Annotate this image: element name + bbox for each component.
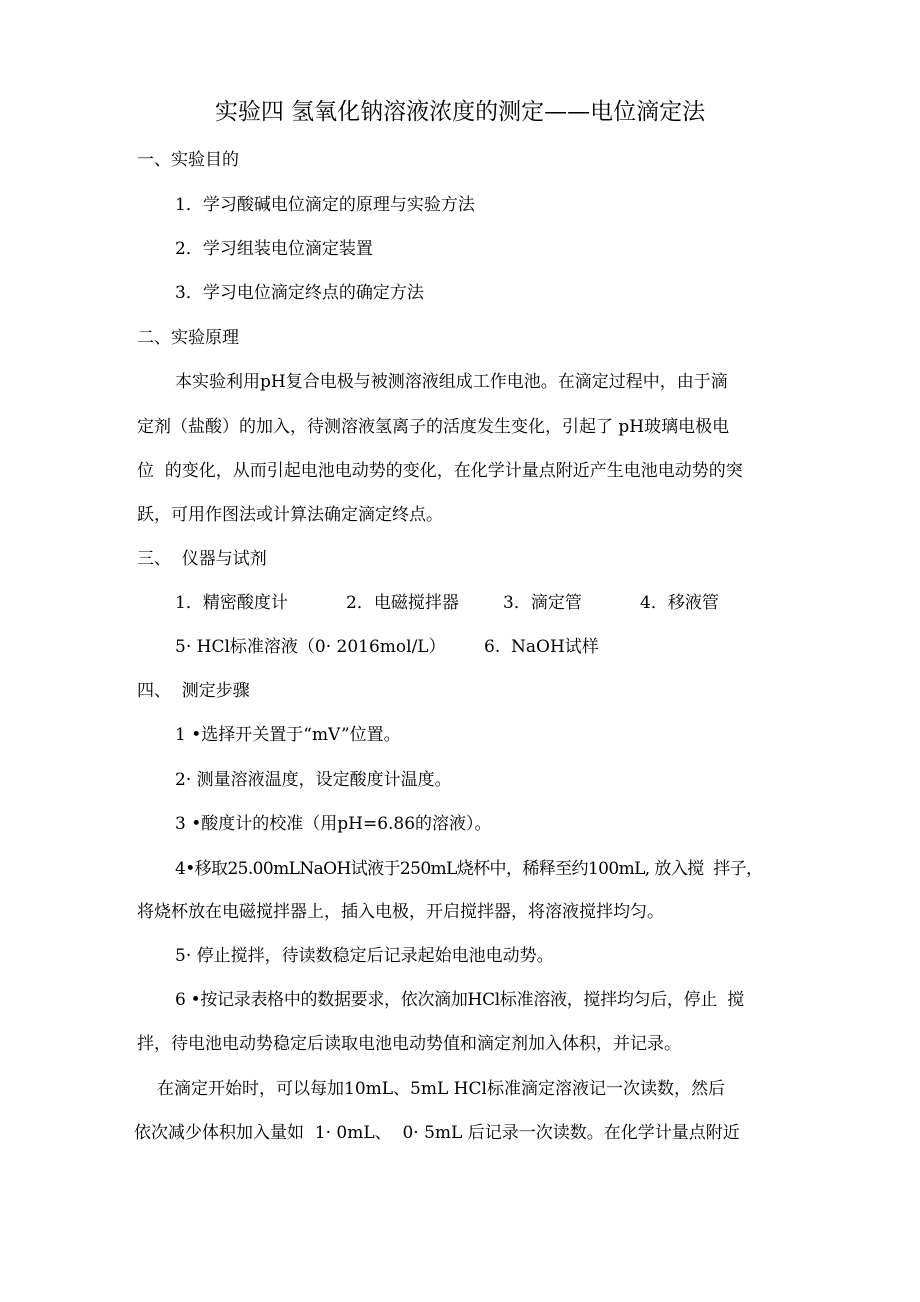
document-title: 实验四 氢氧化钠溶液浓度的测定——电位滴定法 xyxy=(214,99,706,125)
paragraph-line: 在滴定开始时，可以每加10mL、5mL HCl标准滴定溶液记一次读数，然后 xyxy=(157,1079,725,1099)
list-item: 1．学习酸碱电位滴定的原理与实验方法 xyxy=(175,195,475,215)
step-line: 4•移取25.00mLNaOH试液于250mL烧杯中，稀释至约100mL, 放入搅 拌子， xyxy=(175,859,763,879)
list-item: 2．学习组装电位滴定装置 xyxy=(175,239,373,259)
step-line: 拌，待电池电动势稳定后读取电池电动势值和滴定剂加入体积，并记录。 xyxy=(137,1034,681,1054)
step-line: 将烧杯放在电磁搅拌器上，插入电极，开启搅拌器，将溶液搅拌均匀。 xyxy=(137,902,664,922)
paragraph-line: 定剂（盐酸）的加入，待测溶液氢离子的活度发生变化，引起了 pH玻璃电极电 xyxy=(137,417,730,437)
list-item: 2．电磁搅拌器 xyxy=(346,593,459,613)
list-item: 3．滴定管 xyxy=(503,593,582,613)
list-item: 1．精密酸度计 xyxy=(175,593,288,613)
step-line: 2· 测量溶液温度，设定酸度计温度。 xyxy=(175,770,452,790)
section-heading-purpose: 一、实验目的 xyxy=(137,150,239,170)
paragraph-line: 位 的变化，从而引起电池电动势的变化，在化学计量点附近产生电池电动势的突 xyxy=(137,461,743,481)
step-line: 6 •按记录表格中的数据要求，依次滴加HCl标准溶液，搅拌均匀后，停止 搅 xyxy=(175,990,744,1010)
section-heading-principle: 二、实验原理 xyxy=(137,328,239,348)
list-item: 4．移液管 xyxy=(640,593,719,613)
step-line: 5· 停止搅拌，待读数稳定后记录起始电池电动势。 xyxy=(175,946,554,966)
section-heading-instruments: 三、 仪器与试剂 xyxy=(137,549,267,569)
list-item: 6. NaOH试样 xyxy=(484,637,599,657)
paragraph-line: 本实验利用pH复合电极与被测溶液组成工作电池。在滴定过程中，由于滴 xyxy=(175,372,728,392)
paragraph-line: 依次减少体积加入量如 1· 0mL、 0· 5mL 后记录一次读数。在化学计量点附近 xyxy=(134,1123,740,1143)
list-item: 3．学习电位滴定终点的确定方法 xyxy=(175,283,424,303)
section-heading-steps: 四、 测定步骤 xyxy=(137,681,250,701)
list-item: 5· HCl标准溶液（0· 2016mol/L） xyxy=(175,637,446,657)
step-line: 1 •选择开关置于“mV”位置。 xyxy=(175,725,401,745)
paragraph-line: 跃，可用作图法或计算法确定滴定终点。 xyxy=(137,505,443,525)
step-line: 3 •酸度计的校准（用pH=6.86的溶液）。 xyxy=(175,814,492,834)
